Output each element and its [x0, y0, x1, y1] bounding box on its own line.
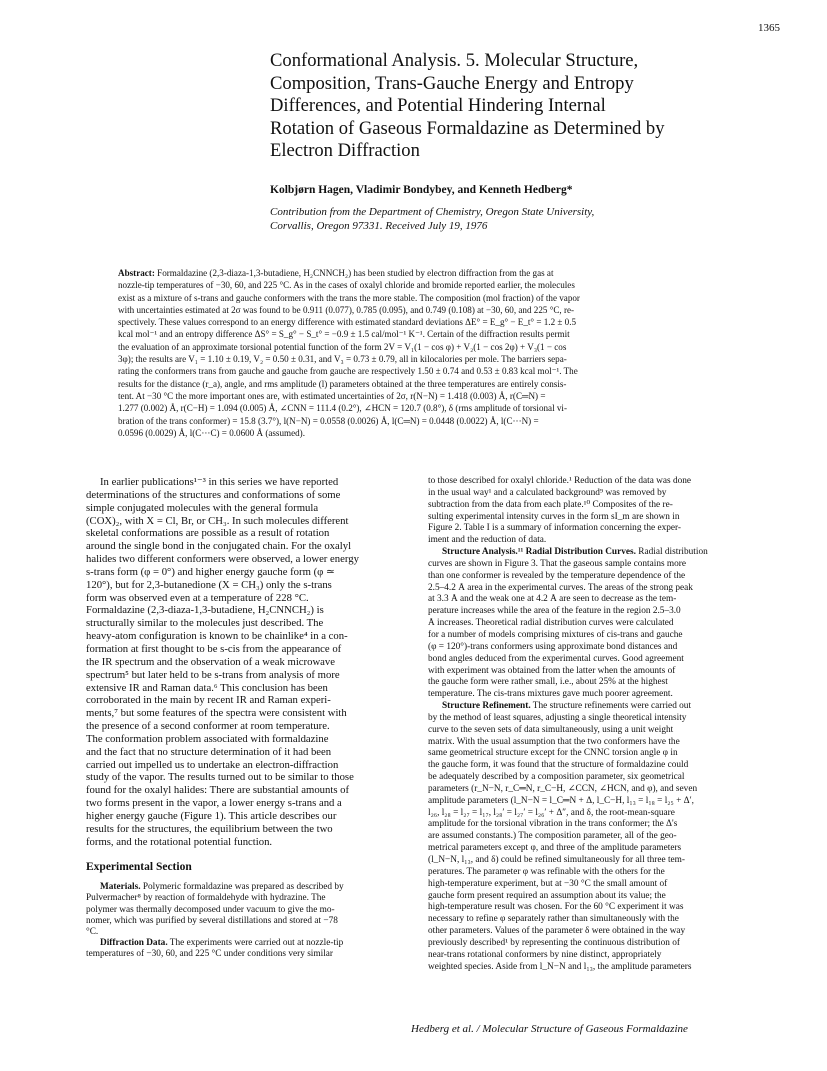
title-line: Differences, and Potential Hindering Internal: [270, 95, 606, 117]
body-line: metrical parameters except φ, and three of the amplitude parameters: [428, 843, 682, 854]
abstract-line: spectively. These values correspond to an energy difference with estimated standard deviations ΔE° = E_g° − E_t° = 1.2 ± 0.5: [118, 317, 577, 328]
body-line: (φ = 120°)-trans conformers using approximate bond distances and: [428, 641, 678, 652]
body-line: parameters (r_N−N, r_C═N, r_C−H, ∠CCN, ∠HCN, and φ), and seven: [428, 783, 698, 794]
body-line: simple conjugated molecules with the general formula: [86, 501, 319, 514]
body-line: temperature. The cis-trans mixtures gave much poorer agreement.: [428, 689, 673, 700]
body-line: curve to the seven sets of data simultaneously, using a unit weight: [428, 724, 674, 735]
abstract-line: 3φ); the results are V₁ = 1.10 ± 0.19, V₂ = 0.50 ± 0.31, and V₃ = 0.73 ± 0.79, all in kilocalories per mole. The barriers sepa-: [118, 354, 567, 365]
abstract-line: Abstract: Formaldazine (2,3-diaza-1,3-butadiene, H₂CNNCH₂) has been studied by electron diffraction from the gas at: [118, 268, 554, 278]
body-line: sulting experimental intensity curves in the form sI_m are shown in: [428, 511, 680, 522]
body-line: found for the oxalyl halides: There are substantial amounts of: [86, 784, 350, 797]
abstract-line: tent. At −30 °C the more important ones are, with estimated uncertainties of 2σ, r(N−N) = 1.418 (0.003) Å, r(C═N) =: [118, 390, 546, 401]
body-line: form was observed even at a temperature of 228 °C.: [86, 591, 309, 604]
body-line: Structure Analysis.¹¹ Radial Distribution Curves. Radial distribution: [442, 547, 708, 558]
body-line: by the method of least squares, adjusting a single theoretical intensity: [428, 712, 687, 723]
body-line: Diffraction Data. The experiments were carried out at nozzle-tip: [100, 937, 344, 948]
abstract-line: 1.277 (0.002) Å, r(C−H) = 1.094 (0.005) Å, ∠CNN = 111.4 (0.2°), ∠HCN = 120.7 (0.8°), δ (rms amplitude of torsional vi-: [118, 403, 567, 414]
abstract-label: Abstract:: [118, 268, 155, 278]
body-line: study of the vapor. The results turned out to be similar to those: [86, 771, 354, 784]
body-line: the gauche form, it was found that the structure of formaldazine could: [428, 760, 689, 771]
title-line: Composition, Trans-Gauche Energy and Entropy: [270, 72, 634, 94]
body-line: corroborated in the main by recent IR and Raman experi-: [86, 694, 331, 707]
abstract-line: kcal mol⁻¹ and an entropy difference ΔS° = S_g° − S_t° = −0.9 ± 1.5 cal/mol⁻¹ K⁻¹. Certain of the diffraction results permit: [118, 329, 570, 340]
body-line: amplitude for the torsional vibration in the trans conformer; the Δ's: [428, 819, 678, 830]
title-line: Electron Diffraction: [270, 140, 420, 162]
abstract: [118, 267, 711, 439]
body-line: in the usual way¹ and a calculated background⁹ was removed by: [428, 487, 667, 498]
body-line: halides two different conformers were observed, a lower energy: [86, 553, 359, 566]
body-line: forms, and the rotational potential function.: [86, 835, 273, 848]
body-line: previously described¹ by representing the continuous distribution of: [428, 937, 680, 948]
body-line: The conformation problem associated with formaldazine: [86, 732, 329, 745]
abstract-line: 0.0596 (0.0029) Å, l(C···C) = 0.0600 Å (assumed).: [118, 427, 305, 438]
body-line: extensive IR and Raman data.⁶ This conclusion has been: [86, 681, 328, 694]
abstract-line: bration of the trans conformer) = 15.8 (3.7°), l(N−N) = 0.0558 (0.0026) Å, l(C═N) = 0.0448 (0.0022) Å, l(C···N) =: [118, 415, 539, 426]
body-line: to those described for oxalyl chloride.¹ Reduction of the data was done: [428, 476, 692, 486]
title-line: Conformational Analysis. 5. Molecular Structure,: [270, 50, 639, 71]
page-number: 1365: [758, 22, 780, 34]
body-line: polymer was thermally decomposed under vacuum to give the mo-: [86, 904, 335, 915]
body-line: results for the structures, the equilibrium between the two: [86, 822, 333, 835]
structure-analysis-label: Structure Analysis.¹¹ Radial Distribution Curves.: [442, 547, 636, 558]
affiliation-line: Contribution from the Department of Chemistry, Oregon State University,: [270, 206, 595, 218]
body-line: the presence of a second conformer at room temperature.: [86, 720, 330, 733]
body-line: temperatures of −30, 60, and 225 °C under conditions very similar: [86, 948, 334, 959]
body-line: nomer, which was purified by several distillations and stored at −78: [86, 915, 338, 926]
body-line: peratures. The parameter φ was refinable with the others for the: [428, 866, 665, 877]
body-line: and the fact that no structure determination of it had been: [86, 745, 332, 758]
abstract-line: with uncertainties estimated at 2σ was found to be 0.911 (0.077), 0.785 (0.095), and 0.749 (0.108) at −30, 60, and 225 °C, re-: [118, 304, 575, 315]
body-line: °C.: [86, 926, 99, 937]
body-line: two forms present in the vapor, a lower energy s-trans and a: [86, 797, 342, 810]
body-line: structurally similar to the molecules just described. The: [86, 617, 324, 630]
body-line: amplitude parameters (l_N−N = l_C═N + Δ, l_C−H, l₁₃ = l₁₈ = l₂₅ + Δ′,: [428, 795, 694, 806]
abstract-line: nozzle-tip temperatures of −30, 60, and 225 °C. As in the cases of oxalyl chloride and bromide reported earlier, the molecules: [118, 280, 575, 291]
body-line: heavy-atom configuration is known to be chainlike⁴ in a con-: [86, 630, 348, 643]
body-line: curves are shown in Figure 3. That the gaseous sample contains more: [428, 558, 687, 569]
body-line: higher energy gauche (Figure 1). This article describes our: [86, 809, 337, 822]
left-column: [86, 476, 416, 960]
abstract-line: the evaluation of an approximate torsional potential function of the form 2V = V₁(1 − cos φ) + V₂(1 − cos 2φ) + V₃(1 − cos: [118, 341, 567, 352]
body-line: high-temperature result was chosen. For the 60 °C experiment it was: [428, 902, 684, 913]
structure-refinement-label: Structure Refinement.: [442, 701, 531, 712]
body-line: In earlier publications¹⁻³ in this series we have reported: [100, 476, 339, 488]
body-line: are assumed constants.) The composition parameter, all of the geo-: [428, 831, 677, 842]
body-line: perature increases while the area of the feature in the region 2.5–3.0: [428, 606, 681, 617]
body-line: with experiment was obtained from the latter when the amounts of: [428, 665, 676, 676]
body-line: (l_N−N, l₁₃, and δ) could be refined simultaneously for all three tem-: [428, 855, 685, 865]
right-column: [428, 476, 746, 973]
affiliation: [270, 205, 594, 233]
body-line: other parameters. Values of the parameter δ were obtained in the way: [428, 926, 686, 937]
body-line: same geometrical structure except for the CNNC torsion angle φ in: [428, 748, 678, 759]
body-line: subtraction from the data from each plate.¹⁰ Composites of the re-: [428, 499, 673, 510]
abstract-line: exist as a mixture of s-trans and gauche conformers with the trans the more stable. The composition (mol fraction) of the vapor: [118, 292, 580, 303]
body-line: the IR spectrum and the observation of a weak microwave: [86, 655, 335, 668]
body-line: ments,⁷ but some features of the spectra were consistent with: [86, 707, 347, 720]
body-line: Figure 2. Table I is a summary of information concerning the exper-: [428, 523, 682, 534]
body-line: necessary to refine φ separately rather than simultaneously with the: [428, 914, 679, 925]
materials-label: Materials.: [100, 882, 141, 893]
body-line: Pulvermacher⁸ by reaction of formaldehyde with hydrazine. The: [86, 893, 326, 904]
diffraction-label: Diffraction Data.: [100, 937, 168, 948]
body-line: determinations of the structures and conformations of some: [86, 488, 341, 501]
body-line: than one conformer is revealed by the temperature dependence of the: [428, 570, 686, 581]
abstract-line: results for the distance (r_a), angle, and rms amplitude (l) parameters obtained at the three temperatures are entirely consis-: [118, 378, 567, 389]
body-line: (COX)₂, with X = Cl, Br, or CH₃. In such molecules different: [86, 514, 349, 527]
body-line: iment and the reduction of data.: [428, 535, 547, 546]
body-line: formation at first thought to be s-cis from the appearance of: [86, 642, 342, 655]
article-title: [270, 50, 730, 163]
running-footer: Hedberg et al. / Molecular Structure of Gaseous Formaldazine: [411, 1023, 688, 1035]
body-line: Materials. Polymeric formaldazine was prepared as described by: [100, 882, 344, 893]
section-heading: Experimental Section: [86, 861, 192, 874]
body-line: near-trans rotational conformers by nine distinct, appropriately: [428, 949, 662, 960]
body-line: 2.5–4.2 Å area in the experimental curves. The areas of the strong peak: [428, 582, 693, 593]
body-line: be adequately described by a composition parameter, six geometrical: [428, 772, 685, 783]
body-line: high-temperature experiment, but at −30 °C the small amount of: [428, 878, 668, 889]
body-line: s-trans form (φ = 0°) and higher energy gauche form (φ ≃: [86, 565, 335, 578]
body-line: Å increases. Theoretical radial distribution curves were calculated: [428, 618, 674, 629]
affiliation-line: Corvallis, Oregon 97331. Received July 19, 1976: [270, 220, 488, 232]
body-line: 120°), but for 2,3-butanedione (X = CH₃) only the s-trans: [86, 578, 332, 591]
body-line: for a number of models comprising mixtures of cis-trans and gauche: [428, 629, 683, 640]
body-line: carried out impelled us to undertake an electron-diffraction: [86, 758, 339, 771]
body-line: bond angles deduced from the experimental curves. Good agreement: [428, 653, 684, 664]
abstract-line: rating the conformers trans from gauche and gauche from gauche are respectively 1.50 ± 0.74 and 0.53 ± 0.83 kcal mol⁻¹. The: [118, 366, 578, 377]
body-line: matrix. With the usual assumption that the two conformers have the: [428, 736, 680, 747]
body-line: skeletal conformations are possible as a result of rotation: [86, 527, 330, 540]
body-line: gauche form present required an assumption about its value; the: [428, 890, 666, 901]
body-line: at 3.3 Å and the weak one at 4.2 Å are seen to decrease as the tem-: [428, 594, 677, 605]
authors: Kolbjørn Hagen, Vladimir Bondybey, and Kenneth Hedberg*: [270, 184, 573, 196]
body-line: Formaldazine (2,3-diaza-1,3-butadiene, H₂CNNCH₂) is: [86, 604, 324, 617]
body-line: weighted species. Aside from l_N−N and l₁₃, the amplitude parameters: [428, 961, 692, 972]
body-line: the gauche form were rather small, i.e., about 25% at the highest: [428, 677, 668, 688]
body-line: l₂₆, l₂₈ = l₂₇ = l₁₇, l₂₈′ = l₂₇′ = l₂₆′ + Δ″, and δ, the root-mean-square: [428, 807, 675, 818]
body-line: Structure Refinement. The structure refinements were carried out: [442, 701, 692, 712]
body-line: spectrum⁵ but later held to be s-trans from analysis of more: [86, 668, 340, 681]
body-line: around the single bond in the conjugated chain. For the oxalyl: [86, 540, 352, 553]
title-line: Rotation of Gaseous Formaldazine as Determined by: [270, 117, 665, 139]
